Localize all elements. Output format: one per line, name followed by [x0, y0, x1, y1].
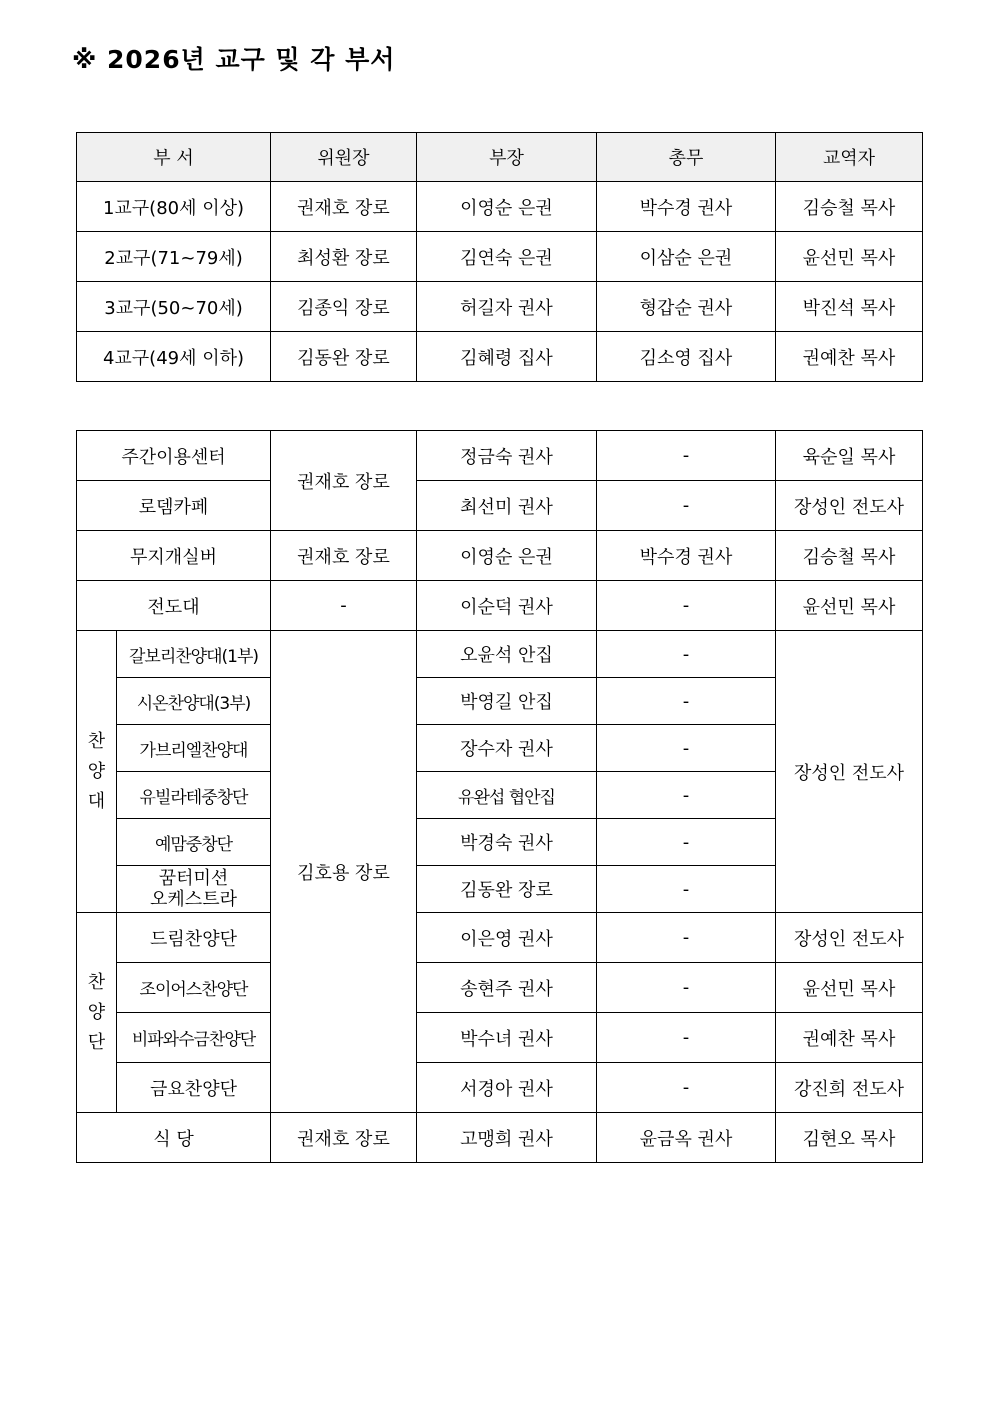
- table-row: [77, 581, 923, 631]
- head-cell: 김연숙 은권: [417, 232, 597, 282]
- dept-cell: 1교구(80세 이상): [77, 182, 271, 232]
- dept-cell: 무지개실버: [77, 531, 271, 581]
- pastor-cell: 장성인 전도사: [776, 631, 923, 913]
- head-cell: 이은영 권사: [417, 913, 597, 963]
- secretary-cell: 박수경 권사: [597, 531, 776, 581]
- table-row: [77, 1113, 923, 1163]
- chair-cell: 최성환 장로: [271, 232, 417, 282]
- dept-cell: 주간이용센터: [77, 431, 271, 481]
- table-row: [77, 481, 923, 531]
- head-cell: 박수녀 권사: [417, 1013, 597, 1063]
- secretary-cell: 형갑순 권사: [597, 282, 776, 332]
- chair-cell: 권재호 장로: [271, 182, 417, 232]
- head-cell: 유완섭 협안집: [417, 772, 597, 819]
- dept-cell: 유빌라테중창단: [117, 772, 271, 819]
- dept-cell: 4교구(49세 이하): [77, 332, 271, 382]
- pastor-cell: 장성인 전도사: [776, 481, 923, 531]
- pastor-cell: 윤선민 목사: [776, 963, 923, 1013]
- dept-cell: 로뎀카페: [77, 481, 271, 531]
- pastor-cell: 김승철 목사: [776, 531, 923, 581]
- department-table: [76, 430, 923, 1163]
- head-cell: 박경숙 권사: [417, 819, 597, 866]
- dept-line: 오케스트라: [150, 889, 237, 910]
- pastor-cell: 윤선민 목사: [776, 581, 923, 631]
- pastor-cell: 김승철 목사: [776, 182, 923, 232]
- chair-cell: 김호용 장로: [271, 631, 417, 1113]
- secretary-cell: -: [597, 431, 776, 481]
- dept-cell: 조이어스찬양단: [117, 963, 271, 1013]
- dept-cell: 금요찬양단: [117, 1063, 271, 1113]
- dept-cell: 갈보리찬양대(1부): [117, 631, 271, 678]
- dept-line: 꿈터미션: [158, 868, 229, 889]
- group-label-char: 단: [87, 1031, 106, 1053]
- table-row: [77, 913, 923, 963]
- pastor-cell: 권예찬 목사: [776, 332, 923, 382]
- head-cell: 김혜령 집사: [417, 332, 597, 382]
- pastor-cell: 윤선민 목사: [776, 232, 923, 282]
- group-label-char: 양: [87, 1001, 106, 1023]
- dept-cell: 드림찬양단: [117, 913, 271, 963]
- pastor-cell: 박진석 목사: [776, 282, 923, 332]
- chair-cell: 김종익 장로: [271, 282, 417, 332]
- pastor-cell: 김현오 목사: [776, 1113, 923, 1163]
- table-row: [77, 963, 923, 1013]
- head-cell: 고맹희 권사: [417, 1113, 597, 1163]
- secretary-cell: -: [597, 772, 776, 819]
- chair-cell: -: [271, 581, 417, 631]
- dept-cell: 비파와수금찬양단: [117, 1013, 271, 1063]
- pastor-cell: 강진희 전도사: [776, 1063, 923, 1113]
- head-cell: 최선미 권사: [417, 481, 597, 531]
- table-row: [77, 182, 923, 232]
- secretary-cell: -: [597, 481, 776, 531]
- dept-cell: 식 당: [77, 1113, 271, 1163]
- table-row: [77, 282, 923, 332]
- head-cell: 서경아 권사: [417, 1063, 597, 1113]
- secretary-cell: -: [597, 631, 776, 678]
- choir-group-label: [77, 631, 117, 913]
- secretary-cell: 김소영 집사: [597, 332, 776, 382]
- header-dept: 부 서: [77, 133, 271, 182]
- table-row: [77, 431, 923, 481]
- pastor-cell: 육순일 목사: [776, 431, 923, 481]
- secretary-cell: -: [597, 1063, 776, 1113]
- secretary-cell: 윤금옥 권사: [597, 1113, 776, 1163]
- pastor-cell: 장성인 전도사: [776, 913, 923, 963]
- head-cell: 이순덕 권사: [417, 581, 597, 631]
- dept-cell: [117, 866, 271, 913]
- header-chair: 위원장: [271, 133, 417, 182]
- secretary-cell: -: [597, 725, 776, 772]
- secretary-cell: -: [597, 678, 776, 725]
- page-title: ※ 2026년 교구 및 각 부서: [72, 45, 396, 74]
- praise-group-label: [77, 913, 117, 1113]
- table-row: [77, 332, 923, 382]
- secretary-cell: -: [597, 866, 776, 913]
- table-row: [77, 631, 923, 678]
- district-table: [76, 132, 923, 382]
- secretary-cell: -: [597, 913, 776, 963]
- group-label-char: 찬: [87, 730, 106, 752]
- secretary-cell: -: [597, 1013, 776, 1063]
- head-cell: 이영순 은권: [417, 531, 597, 581]
- head-cell: 박영길 안집: [417, 678, 597, 725]
- head-cell: 오윤석 안집: [417, 631, 597, 678]
- dept-cell: 가브리엘찬양대: [117, 725, 271, 772]
- table-row: [77, 1063, 923, 1113]
- head-cell: 송현주 권사: [417, 963, 597, 1013]
- secretary-cell: 이삼순 은권: [597, 232, 776, 282]
- chair-cell: 권재호 장로: [271, 531, 417, 581]
- secretary-cell: -: [597, 819, 776, 866]
- dept-cell: 시온찬양대(3부): [117, 678, 271, 725]
- table-row: [77, 1013, 923, 1063]
- chair-cell: 권재호 장로: [271, 1113, 417, 1163]
- secretary-cell: 박수경 권사: [597, 182, 776, 232]
- chair-cell: 김동완 장로: [271, 332, 417, 382]
- header-secretary: 총무: [597, 133, 776, 182]
- head-cell: 허길자 권사: [417, 282, 597, 332]
- header-pastor: 교역자: [776, 133, 923, 182]
- dept-cell: 2교구(71~79세): [77, 232, 271, 282]
- head-cell: 김동완 장로: [417, 866, 597, 913]
- group-label-char: 찬: [87, 971, 106, 993]
- table-row: [77, 232, 923, 282]
- head-cell: 이영순 은권: [417, 182, 597, 232]
- table-header-row: [77, 133, 923, 182]
- dept-cell: 전도대: [77, 581, 271, 631]
- head-cell: 정금숙 권사: [417, 431, 597, 481]
- secretary-cell: -: [597, 963, 776, 1013]
- pastor-cell: 권예찬 목사: [776, 1013, 923, 1063]
- group-label-char: 대: [87, 790, 106, 812]
- group-label-char: 양: [87, 760, 106, 782]
- secretary-cell: -: [597, 581, 776, 631]
- head-cell: 장수자 권사: [417, 725, 597, 772]
- dept-cell: 3교구(50~70세): [77, 282, 271, 332]
- chair-cell: 권재호 장로: [271, 431, 417, 531]
- table-row: [77, 531, 923, 581]
- dept-cell: 예맘중창단: [117, 819, 271, 866]
- header-head: 부장: [417, 133, 597, 182]
